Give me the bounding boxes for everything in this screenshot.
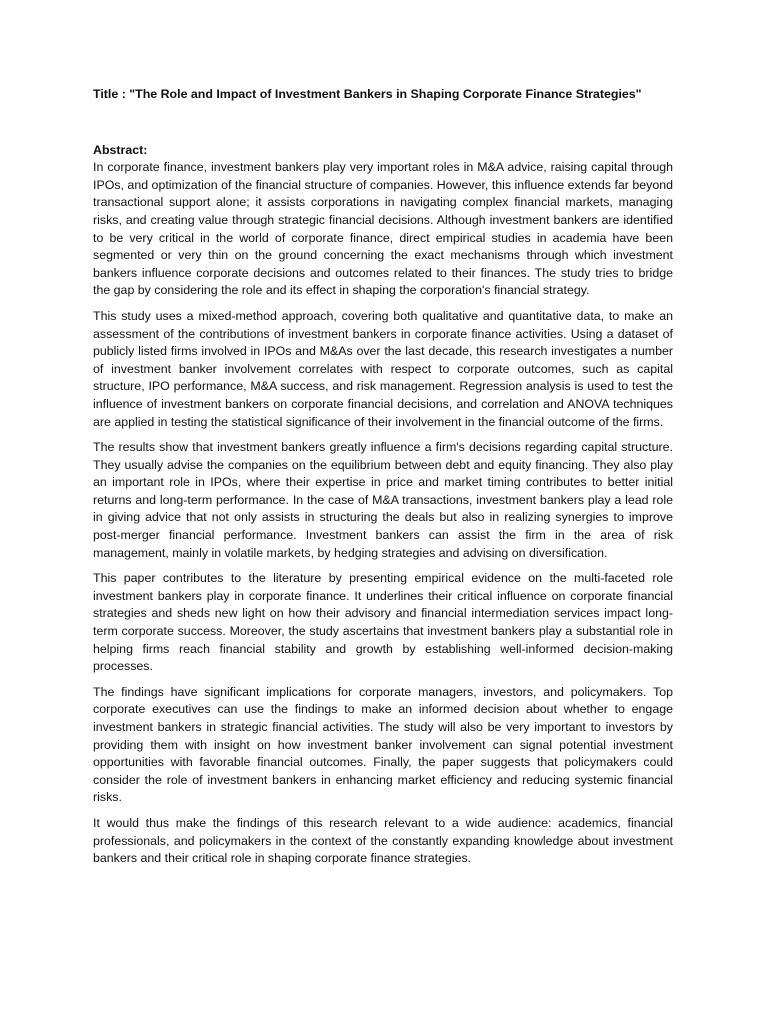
document-page xyxy=(93,86,673,876)
abstract-paragraph-1: In corporate finance, investment bankers play very important roles in M&A advice, raising capital through IPOs, and optimization of the financial structure of companies. However, this influence extends far beyond transactional support alone; it assists corporations in navigating complex financial markets, managing risks, and creating value through strategic financial decisions. Although investment bankers are identified to be very critical in the world of corporate finance, direct empirical studies in academia have been segmented or very thin on the ground concerning the exact mechanisms through which investment bankers influence corporate decisions and outcomes related to their finances. The study tries to bridge the gap by considering the role and its effect in shaping the corporation's financial strategy. xyxy=(93,160,673,298)
document-title: Title : "The Role and Impact of Investment Bankers in Shaping Corporate Finance Strategies" xyxy=(93,87,642,101)
abstract-paragraph-2: This study uses a mixed-method approach, covering both qualitative and quantitative data, to make an assessment of the contributions of investment bankers in corporate finance activities. Using a dataset of publicly listed firms involved in IPOs and M&As over the last decade, this research investigates a number of investment banker involvement correlates with respect to corporate outcomes, such as capital structure, IPO performance, M&A success, and risk management. Regression analysis is used to test the influence of investment bankers on corporate financial decisions, and correlation and ANOVA techniques are applied in testing the statistical significance of their involvement in the financial outcome of the firms. xyxy=(93,308,673,429)
abstract-paragraph-3: The results show that investment bankers greatly influence a firm's decisions regarding capital structure. They usually advise the companies on the equilibrium between debt and equity financing. They also play an important role in IPOs, where their expertise in price and market timing contributes to better initial returns and long-term performance. In the case of M&A transactions, investment bankers play a lead role in giving advice that not only assists in structuring the deals but also in realizing synergies to improve post-merger financial performance. Investment bankers can assist the firm in the area of risk management, mainly in volatile markets, by hedging strategies and advising on diversification. xyxy=(93,440,673,560)
abstract-paragraph-5: The findings have significant implications for corporate managers, investors, and policymakers. Top corporate executives can use the findings to make an informed decision about whether to engage investment bankers in strategic financial activities. The study will also be very important to investors by providing them with insight on how investment banker involvement can signal potential investment opportunities with favorable financial outcomes. Finally, the paper suggests that policymakers could consider the role of investment bankers in enhancing market efficiency and reducing systemic financial risks. xyxy=(93,684,673,805)
abstract-heading: Abstract: xyxy=(93,142,148,157)
abstract-paragraph-4: This paper contributes to the literature by presenting empirical evidence on the multi-faceted role investment bankers play in corporate finance. It underlines their critical influence on corporate financial strategies and sheds new light on how their advisory and financial intermediation services impact long-term corporate success. Moreover, the study ascertains that investment bankers play a substantial role in helping firms reach financial stability and growth by establishing well-informed decision-making processes. xyxy=(93,571,673,674)
abstract-paragraph-6: It would thus make the findings of this research relevant to a wide audience: academics, financial professionals, and policymakers in the context of the constantly expanding knowledge about investment bankers and their critical role in shaping corporate finance strategies. xyxy=(93,815,673,866)
